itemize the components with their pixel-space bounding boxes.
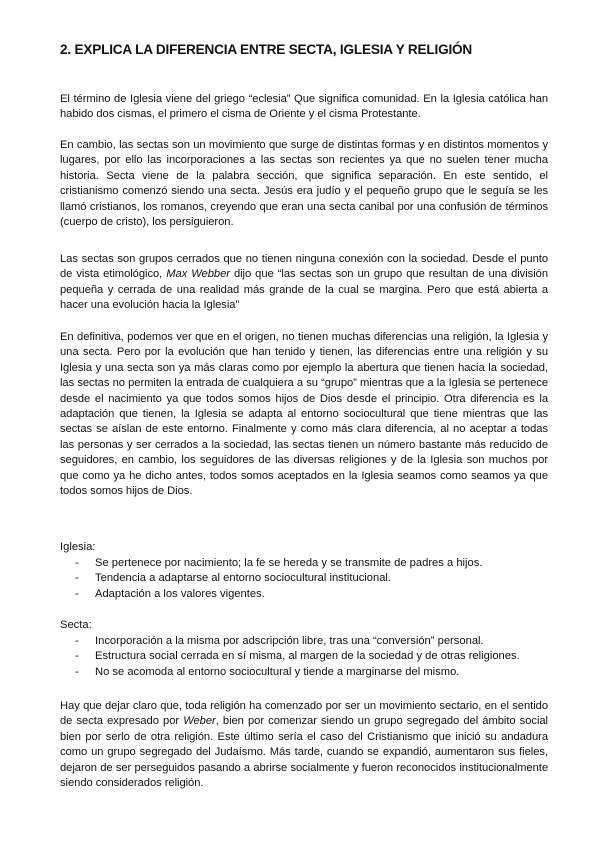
dash-bullet: - <box>75 635 79 647</box>
paragraph-iglesia-origin: El término de Iglesia viene del griego “eclesia” Que significa comunidad. En la Iglesia católica han habido dos cismas, el primero el cisma de Oriente y el cisma Protestante. <box>60 93 548 121</box>
paragraph-text: Hay que dejar claro que, toda religión ha comenzado por ser un movimiento sectario, en el sentido de secta expresado por <box>60 700 548 728</box>
paragraph-text: dijo que “las sectas son un grupo que resultan de una división pequeña y cerrada de una realidad más grande de la cual se margina. Pero que está abierta a hacer una evolución hacia la Iglesia” <box>60 268 548 312</box>
list-item <box>60 634 550 649</box>
author-name: Max Webber <box>166 268 230 281</box>
paragraph-conclusion: En definitiva, podemos ver que en el origen, no tienen muchas diferencias una religión, la Iglesia y una secta. Pero por la evolución que han tenido y tienen, las diferencias entre una religión y su Iglesia y una secta son ya más claras como por ejemplo la abertura que tienen hacia la sociedad, las sectas no permiten la entrada de cualquiera a su “grupo” mientras que a la Iglesia se pertenece desde el nacimiento ya que todos somos hijos de Dios desde el principio. Otra diferencia es la adaptación que tienen, la Iglesia se adapta al entorno sociocultural que tiene mientras que las sectas se aíslan de este entorno. Finalmente y como más clara diferencia, al no aceptar a todas las personas y ser cerrados a la sociedad, las sectas tienen un número bastante más reducido de seguidores, en cambio, los seguidores de las diversas religiones y de la Iglesia son muchos por que como ya he dicho antes, todos somos aceptados en la Iglesia seamos como seamos ya que todos somos hijos de Dios. <box>60 331 548 498</box>
page-title: 2. EXPLICA LA DIFERENCIA ENTRE SECTA, IGLESIA Y RELIGIÓN <box>60 42 473 57</box>
dash-bullet: - <box>75 557 79 569</box>
paragraph-text: , bien por comenzar siendo un grupo segregado del ámbito social bien por serlo de otra religión. Este último sería el caso del Cristianismo que inició su andadura como un grupo segregado del Judaísmo. Más tarde, cuando se expandió, aumentaron sus fieles, dejaron de ser perseguidos pasando a abrirse socialmente y fueron reconocidos institucionalmente siendo considerados religión. <box>60 715 548 790</box>
list-item-text: Adaptación a los valores vigentes. <box>95 587 265 600</box>
dash-bullet: - <box>75 572 79 585</box>
author-name: Weber <box>183 715 216 728</box>
iglesia-list <box>60 556 550 602</box>
dash-bullet: - <box>75 665 79 678</box>
paragraph-sectas-definition: En cambio, las sectas son un movimiento que surge de distintas formas y en distintos momentos y lugares, por ello las incorporaciones a las sectas son recientes ya que no suelen tener mucha historia. Secta viene de la palabra sección, que significa separación. En este sentido, el cristianismo comenzó siendo una secta. Jesús era judío y el pequeño grupo que le seguía se les llamó cristianos, los romanos, creyendo que eran una secta canibal por una confusión de términos (cuerpo de cristo), los persiguieron. <box>60 139 548 229</box>
dash-bullet: - <box>75 650 79 663</box>
list-item <box>60 649 550 664</box>
paragraph-text: Las sectas son grupos cerrados que no tienen ninguna conexión con la sociedad. Desde el punto de vista etimológico, <box>60 253 548 281</box>
list-item <box>60 665 550 680</box>
paragraph-sectas-weber <box>60 252 548 314</box>
secta-heading: Secta: <box>60 619 92 631</box>
list-item-text: No se acomoda al entorno sociocultural y tiende a marginarse del mismo. <box>95 665 460 678</box>
list-item <box>60 571 550 586</box>
list-item-text: Incorporación a la misma por adscripción libre, tras una “conversión” personal. <box>95 635 484 647</box>
dash-bullet: - <box>75 587 79 600</box>
secta-list <box>60 634 550 680</box>
paragraph-religion-origin <box>60 699 548 791</box>
list-item-text: Estructura social cerrada en sí misma, al margen de la sociedad y de otras religiones. <box>95 650 520 663</box>
list-item-text: Se pertenece por nacimiento; la fe se hereda y se transmite de padres a hijos. <box>95 557 483 569</box>
list-item <box>60 587 550 602</box>
list-item <box>60 556 550 571</box>
iglesia-heading: Iglesia: <box>60 541 96 553</box>
list-item-text: Tendencia a adaptarse al entorno sociocultural institucional. <box>95 572 392 585</box>
